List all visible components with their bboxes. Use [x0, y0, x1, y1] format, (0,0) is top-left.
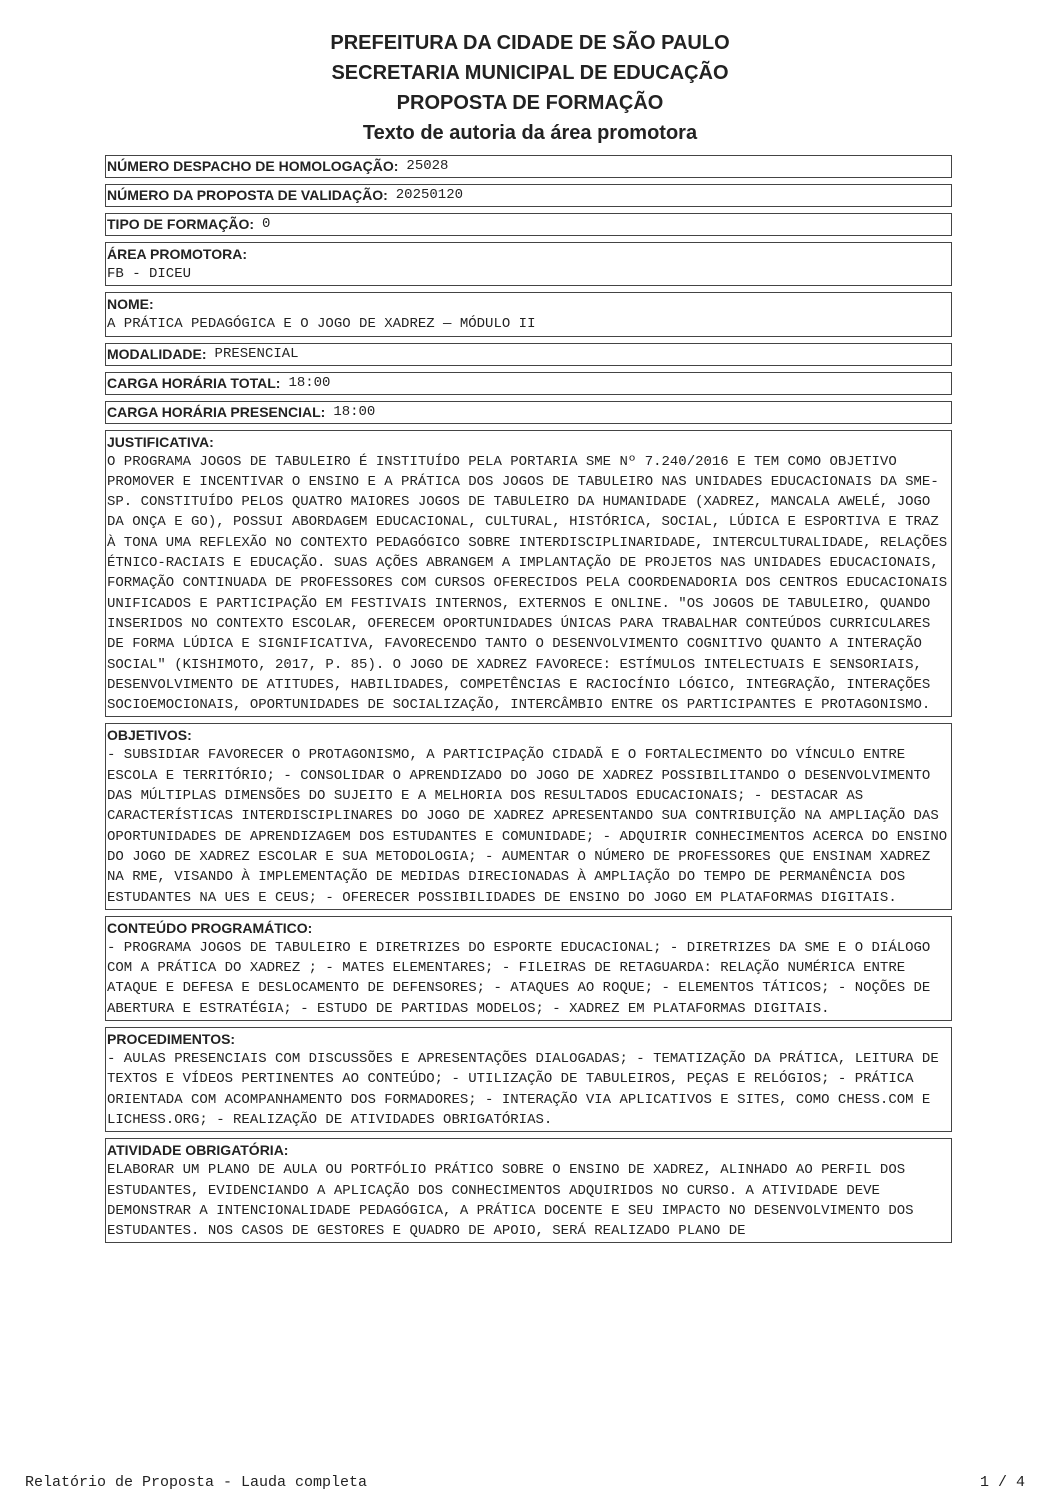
- field-procedimentos-value: - AULAS PRESENCIAIS COM DISCUSSÕES E APRESENTAÇÕES DIALOGADAS; - TEMATIZAÇÃO DA PRÁTICA, LEITURA DE TEXTOS E VÍDEOS PERTINENTES AO CONTEÚDO; - UTILIZAÇÃO DE TABULEIROS, PEÇAS E RELÓGIOS; - PRÁTICA ORIENTADA COM ACOMPANHAMENTO DOS FORMADORES; - INTERAÇÃO VIA APLICATIVOS E SITES, COMO CHESS.COM E LICHESS.ORG; - REALIZAÇÃO DE ATIVIDADES OBRIGATÓRIAS.: [107, 1051, 948, 1128]
- form-fields: [105, 155, 956, 1249]
- field-tipo-value: 0: [262, 216, 271, 232]
- field-modalidade: [105, 343, 952, 366]
- field-despacho: [105, 155, 952, 178]
- header-line-autoria: Texto de autoria da área promotora: [362, 122, 698, 144]
- header-line-proposta: PROPOSTA DE FORMAÇÃO: [396, 92, 664, 114]
- field-area-label: ÁREA PROMOTORA:: [107, 246, 247, 262]
- field-procedimentos: [105, 1027, 952, 1132]
- field-area: [105, 242, 952, 286]
- footer-report-title: Relatório de Proposta - Lauda completa: [25, 1474, 368, 1491]
- field-nome-value: A PRÁTICA PEDAGÓGICA E O JOGO DE XADREZ — MÓDULO II: [107, 316, 536, 333]
- field-objetivos-value: - SUBSIDIAR FAVORECER O PROTAGONISMO, A PARTICIPAÇÃO CIDADÃ E O FORTALECIMENTO DO VÍNCULO ENTRE ESCOLA E TERRITÓRIO; - CONSOLIDAR O APRENDIZADO DO JOGO DE XADREZ POSSIBILITANDO O DESENVOLVIMENTO DAS MÚLTIPLAS DIMENSÕES DO SUJEITO E A MELHORIA DOS RESULTADOS EDUCACIONAIS; - DESTACAR AS CARACTERÍSTICAS INTERDISCIPLINARES DO JOGO DE XADREZ APRESENTANDO SUA CONTRIBUIÇÃO NA AMPLIAÇÃO DAS OPORTUNIDADES DE APRENDIZAGEM DOS ESTUDANTES E COMUNIDADE; - ADQUIRIR CONHECIMENTOS ACERCA DO ENSINO DO JOGO DE XADREZ ESCOLAR E SUA METODOLOGIA; - AUMENTAR O NÚMERO DE PROFESSORES QUE ENSINAM XADREZ NA RME, VISANDO À IMPLEMENTAÇÃO DE MEDIDAS DIRECIONADAS À AMPLIAÇÃO DO TEMPO DE PERMANÊNCIA DOS ESTUDANTES NA UES E CEUS; - OFERECER POSSIBILIDADES DE ENSINO DO JOGO EM PLATAFORMAS DIGITAIS.: [107, 747, 956, 906]
- field-proposta: [105, 184, 952, 207]
- field-carga-presencial-value: 18:00: [333, 403, 376, 420]
- field-modalidade-value: PRESENCIAL: [214, 345, 299, 362]
- field-despacho-label: NÚMERO DESPACHO DE HOMOLOGAÇÃO:: [107, 158, 399, 174]
- field-carga-total-label: CARGA HORÁRIA TOTAL:: [107, 374, 281, 391]
- field-tipo-label: TIPO DE FORMAÇÃO:: [107, 216, 254, 232]
- header-line-prefeitura: PREFEITURA DA CIDADE DE SÃO PAULO: [330, 32, 730, 54]
- field-proposta-label: NÚMERO DA PROPOSTA DE VALIDAÇÃO:: [107, 187, 388, 203]
- header-line-secretaria: SECRETARIA MUNICIPAL DE EDUCAÇÃO: [331, 62, 729, 84]
- field-justificativa: [105, 430, 956, 718]
- field-nome-label: NOME:: [107, 296, 154, 313]
- field-carga-total: [105, 372, 952, 395]
- field-tipo: [105, 213, 952, 236]
- field-carga-presencial: [105, 401, 952, 424]
- field-objetivos-label: OBJETIVOS:: [107, 727, 192, 744]
- field-carga-total-value: 18:00: [288, 374, 331, 391]
- field-atividade: [105, 1138, 952, 1243]
- field-area-value: FB - DICEU: [107, 266, 192, 282]
- field-atividade-value: ELABORAR UM PLANO DE AULA OU PORTFÓLIO PRÁTICO SOBRE O ENSINO DE XADREZ, ALINHADO AO PERFIL DOS ESTUDANTES, EVIDENCIANDO A APLICAÇÃO DOS CONHECIMENTOS ADQUIRIDOS NO CURSO. A ATIVIDADE DEVE DEMONSTRAR A INTENCIONALIDADE PEDAGÓGICA, A PRÁTICA DOCENTE E SEU IMPACTO NO DESENVOLVIMENTO DOS ESTUDANTES. NOS CASOS DE GESTORES E QUADRO DE APOIO, SERÁ REALIZADO PLANO DE: [107, 1162, 922, 1240]
- field-objetivos: [105, 723, 956, 909]
- field-justificativa-value: O PROGRAMA JOGOS DE TABULEIRO É INSTITUÍDO PELA PORTARIA SME Nº 7.240/2016 E TEM COMO OBJETIVO PROMOVER E INCENTIVAR O ENSINO E A PRÁTICA DOS JOGOS DE TABULEIRO NAS UNIDADES EDUCACIONAIS DA SME-SP. CONSTITUÍDO PELOS QUATRO MAIORES JOGOS DE TABULEIRO DA HUMANIDADE (XADREZ, MANCALA AWELÉ, JOGO DA ONÇA E GO), POSSUI ABORDAGEM EDUCACIONAL, CULTURAL, HISTÓRICA, SOCIAL, LÚDICA E ESPORTIVA E TRAZ À TONA UMA REFLEXÃO NO CONTEXTO PEDAGÓGICO SOBRE INTERDISCIPLINARIDADE, INTERCULTURALIDADE, RELAÇÕES ÉTNICO-RACIAIS E EDUCAÇÃO. SUAS AÇÕES ABRANGEM A IMPLANTAÇÃO DE PROJETOS NAS UNIDADES EDUCACIONAIS, FORMAÇÃO CONTINUADA DE PROFESSORES COM CURSOS OFERECIDOS PELA COORDENADORIA DOS CENTROS EDUCACIONAIS UNIFICADOS E PARTICIPAÇÃO EM FESTIVAIS INTERNOS, EXTERNOS E ONLINE. "OS JOGOS DE TABULEIRO, QUANDO INSERIDOS NO CONTEXTO ESCOLAR, OFERECEM OPORTUNIDADES ÚNICAS PARA TRABALHAR CONTEÚDOS CURRICULARES DE FORMA LÚDICA E SIGNIFICATIVA, FAVORECENDO TANTO O DESENVOLVIMENTO COGNITIVO QUANTO A INTERAÇÃO SOCIAL" (KISHIMOTO, 2017, P. 85). O JOGO DE XADREZ FAVORECE: ESTÍMULOS INTELECTUAIS E SENSORIAIS, DESENVOLVIMENTO DE ATITUDES, HABILIDADES, COMPETÊNCIAS E RACIOCÍNIO LÓGICO, INTEGRAÇÃO, INTERAÇÕES SOCIOEMOCIONAIS, OPORTUNIDADES DE SOCIALIZAÇÃO, INTERCÂMBIO ENTRE OS PARTICIPANTES E PROTAGONISMO.: [107, 453, 956, 714]
- field-modalidade-label: MODALIDADE:: [107, 345, 207, 362]
- field-nome: [105, 292, 952, 336]
- field-procedimentos-label: PROCEDIMENTOS:: [107, 1031, 236, 1048]
- field-proposta-value: 20250120: [395, 187, 463, 203]
- field-conteudo-value: - PROGRAMA JOGOS DE TABULEIRO E DIRETRIZES DO ESPORTE EDUCACIONAL; - DIRETRIZES DA SME E O DIÁLOGO COM A PRÁTICA DO XADREZ ; - MATES ELEMENTARES; - FILEIRAS DE RETAGUARDA: RELAÇÃO NUMÉRICA ENTRE ATAQUE E DEFESA E DESLOCAMENTO DE DEFENSORES; - ATAQUES AO ROQUE; - ELEMENTOS TÁTICOS; - NOÇÕES DE ABERTURA E ESTRATÉGIA; - ESTUDO DE PARTIDAS MODELOS; - XADREZ EM PLATAFORMAS DIGITAIS.: [107, 939, 939, 1017]
- field-carga-presencial-label: CARGA HORÁRIA PRESENCIAL:: [107, 403, 326, 420]
- field-atividade-label: ATIVIDADE OBRIGATÓRIA:: [107, 1142, 289, 1159]
- document-header: [0, 28, 1060, 148]
- footer-page-number: 1 / 4: [979, 1474, 1025, 1491]
- field-justificativa-label: JUSTIFICATIVA:: [107, 433, 214, 450]
- field-conteudo-label: CONTEÚDO PROGRAMÁTICO:: [107, 919, 313, 936]
- page-footer: [25, 1474, 1025, 1491]
- field-despacho-value: 25028: [406, 158, 449, 174]
- field-conteudo: [105, 916, 952, 1021]
